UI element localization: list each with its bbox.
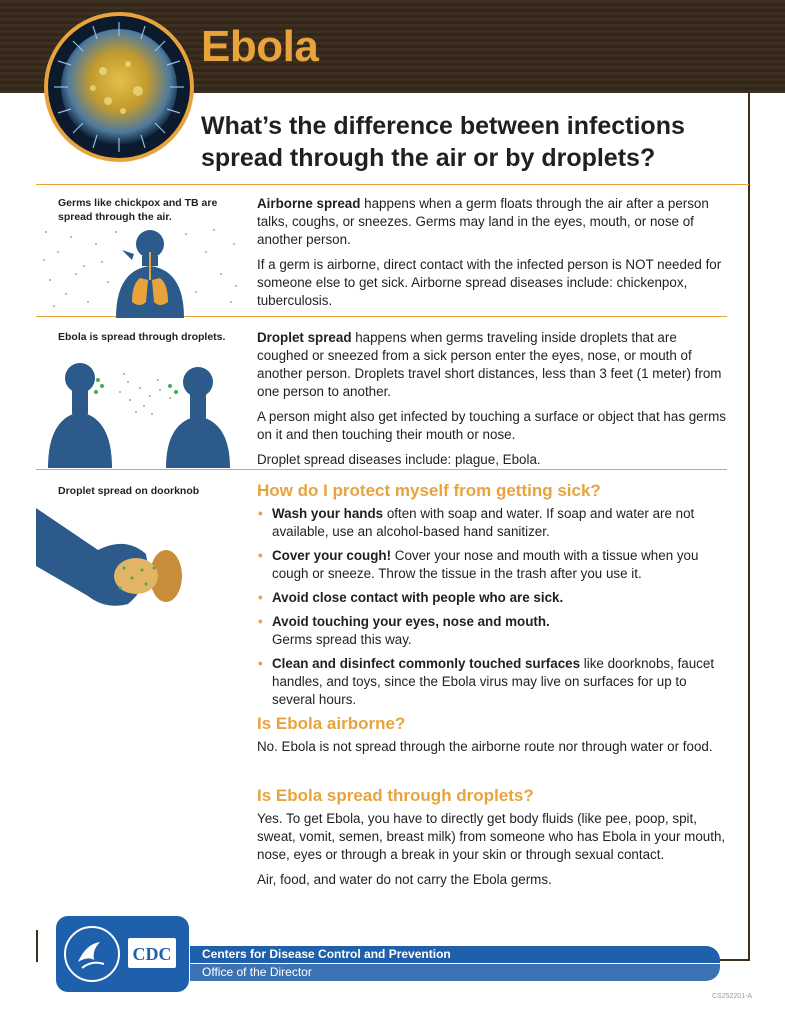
hhs-eagle-icon: [78, 942, 100, 962]
droplet-paragraph-3: Droplet spread diseases include: plague, Ebola.: [257, 452, 541, 467]
faq-answer-3: Air, food, and water do not carry the Ebola germs.: [257, 872, 552, 887]
tip-text: like doorknobs, faucet handles, and toys, since the Ebola virus may live on surfaces for up to several hours.: [272, 656, 715, 707]
footer-office: Office of the Director: [190, 964, 720, 981]
tip-text: often with soap and water. If soap and water are not available, use an alcohol-based hand sanitizer.: [272, 506, 695, 539]
protect-heading: How do I protect myself from getting sick?: [257, 481, 601, 500]
faq-answer-1: No. Ebola is not spread through the airborne route nor through water or food.: [257, 739, 713, 754]
footer-bar: [190, 946, 720, 981]
ebola-virus-image: [44, 12, 194, 162]
faq-question-2: Is Ebola spread through droplets?: [257, 786, 534, 805]
tip-text: Germs spread this way.: [272, 632, 412, 647]
tip-bold: Avoid close contact with people who are sick.: [272, 590, 564, 605]
frame-right-rule: [748, 93, 750, 961]
airborne-paragraph-2: If a germ is airborne, direct contact with the infected person is NOT needed for someone else to get sick. Airborne spread diseases include: chickenpox, tuberculosis.: [257, 257, 722, 308]
section-divider: [36, 184, 749, 185]
document-code: CS252201-A: [712, 993, 753, 1000]
bullet-icon: •: [258, 548, 263, 563]
faq-question-1: Is Ebola airborne?: [257, 714, 406, 733]
droplet-lead: Droplet spread: [257, 330, 352, 345]
tip-bold: Clean and disinfect commonly touched surfaces: [272, 656, 581, 671]
airborne-caption: Germs like chickpox and TB are spread through the air.: [58, 197, 218, 223]
droplet-paragraph-2: A person might also get infected by touching a surface or object that has germs on it and then touching their mouth or nose.: [257, 409, 726, 442]
faq-airborne: [257, 714, 727, 763]
airborne-illustration: [36, 222, 242, 318]
frame-bottom-rule: [720, 959, 750, 961]
frame-left-rule: [36, 930, 38, 962]
list-item: [257, 655, 727, 709]
droplet-text-1: happens when germs traveling inside droplets that are coughed or sneezed from a sick person enter the eyes, nose, or mouth of another person. Droplets travel short distances, less than 3 feet (1 meter) from one person to another.: [257, 330, 722, 399]
protect-text: [257, 481, 727, 715]
airborne-text-1: happens when a germ floats through the air after a person talks, coughs, or sneezes. Germs may land in the eyes, mouth, or nose of another person.: [257, 196, 709, 247]
list-item: [257, 547, 727, 583]
hhs-cdc-logos: [56, 916, 189, 992]
list-item: [257, 589, 727, 607]
airborne-paragraph: [257, 195, 727, 249]
bullet-icon: •: [258, 614, 263, 629]
list-item: [257, 613, 727, 649]
tip-text: Cover your nose and mouth with a tissue when you cough or sneeze. Throw the tissue in the trash after you use it.: [272, 548, 699, 581]
doorknob-caption: Droplet spread on doorknob: [58, 485, 200, 497]
tip-bold: Avoid touching your eyes, nose and mouth.: [272, 614, 550, 629]
protect-tips-list: [257, 505, 727, 709]
droplet-text: [257, 329, 727, 476]
cdc-logo-text: CDC: [132, 944, 172, 964]
bullet-icon: •: [258, 506, 263, 521]
page-subtitle: What’s the difference between infections spread through the air or by droplets?: [201, 112, 685, 172]
airborne-text: [257, 195, 727, 317]
page-title: Ebola: [201, 22, 319, 71]
faq-droplets: [257, 786, 727, 896]
bullet-icon: •: [258, 590, 263, 605]
airborne-lead: Airborne spread: [257, 196, 361, 211]
bullet-icon: •: [258, 656, 263, 671]
list-item: [257, 505, 727, 541]
faq-answer-2: Yes. To get Ebola, you have to directly get body fluids (like pee, poop, spit, sweat, vomit, semen, breast milk) from someone who has Ebola in your mouth, nose, eyes or through a break in your skin or through sexual contact.: [257, 811, 726, 862]
droplet-caption: Ebola is spread through droplets.: [58, 331, 226, 343]
tip-bold: Wash your hands: [272, 506, 384, 521]
doorknob-illustration: [36, 506, 186, 610]
tip-bold: Cover your cough!: [272, 548, 392, 563]
footer-org: Centers for Disease Control and Prevention: [190, 946, 720, 963]
droplet-illustration: [40, 352, 242, 468]
droplet-paragraph: [257, 329, 727, 401]
